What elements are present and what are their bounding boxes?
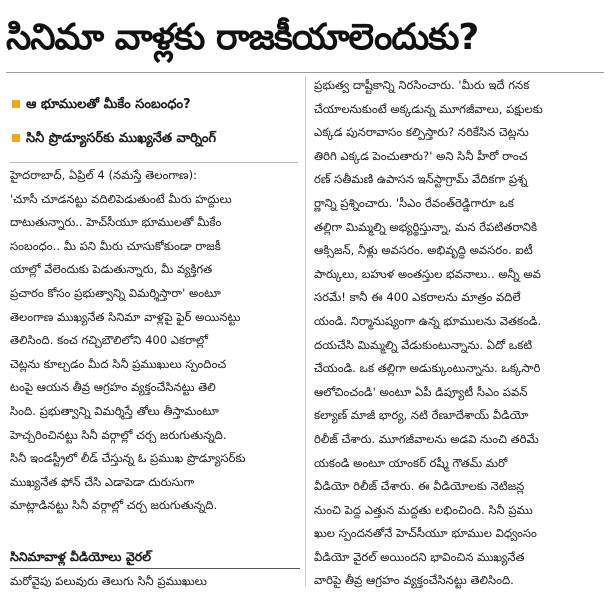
text-line: ఖుల స్పందనతోనే హెచ్‌సీయూ భూముల విధ్వంసం — [314, 526, 537, 541]
section-body: మరోవైపు పలువురు తెలుగు సినీ ప్రముఖులు — [10, 574, 207, 588]
text-line: హెచ్చరించినట్టు సినీ వర్గాల్లో చర్చ జరుగుతున్నది. — [10, 427, 227, 442]
text-line: తెలిసింది. కంచ గచ్చిబౌలిలోని 400 ఎకరాల్లో — [10, 333, 208, 348]
text-line: వీడియో వైరల్ అయిందని భావించిన ముఖ్యనేత — [314, 549, 525, 564]
text-line: ఆలోచించండి' అంటూ ఏపీ డిప్యూటీ సీఎం పవన్ — [314, 384, 528, 399]
text-line: యాల్లో వేలెందుకు పెడుతున్నారు, మీ వ్యక్తిగత — [10, 262, 213, 277]
text-line: హైదరాబాద్, ఏప్రిల్ 4 (నమస్తే తెలంగాణ): — [10, 168, 198, 182]
subhead-2-text: సినీ ప్రొడ్యూసర్‌కు ముఖ్యనేత వార్నింగ్ — [26, 131, 217, 146]
text-line: యండి. నిర్మానుష్యంగా ఉన్న భూములను వెతకండి. — [314, 313, 542, 328]
text-line: వారిపై తీవ్ర ఆగ్రహం వ్యక్తంచేసినట్టు తెలిసింది. — [314, 573, 514, 588]
headline-rule — [6, 72, 604, 73]
subhead-1 — [10, 92, 298, 118]
right-column — [314, 74, 604, 593]
subhead-2 — [10, 126, 298, 152]
text-line: దాటుతున్నారు.. హెచ్‌సీయూ భూములతో మీకేం — [10, 215, 222, 230]
text-line: ఎక్కడ పునరావాసం కల్పిస్తారు? నరికేసిన చెట్లను — [314, 125, 529, 140]
subhead-rule — [10, 162, 298, 163]
section-heading: సినిమావాళ్ల వీడియోలు వైరల్ — [10, 546, 300, 569]
text-line: వీడియో రిలీజ్ చేశారు. ఈ వీడియోలకు నెటిజన్ల — [314, 479, 525, 494]
text-line: చెట్లను కూల్చడం మీద సినీ ప్రముఖులు స్పందించ — [10, 356, 227, 371]
text-line: మాట్లాడినట్టు సినీ వర్గాల్లో చర్చ జరుగుతున్నది. — [10, 498, 218, 513]
text-line: కల్యాణ్ మాజీ భార్య, నటి రేణూదేశాయ్ వీడియో — [314, 408, 529, 423]
text-line: తెలంగాణ ముఖ్యనేత సినిమా వాళ్లపై ఫైర్ అయినట్టు — [10, 309, 241, 324]
text-line: సరమే! కానీ ఈ 400 ఎకరాలను మాత్రం వదిలే — [314, 290, 521, 305]
text-line: సంబంధం.. మీ పని మీరు చూసుకోకుండా రాజకీ — [10, 238, 221, 253]
text-line: సింది. ప్రభుత్వాన్ని విమర్శిస్తే తోలు తీస్తామంటూ — [10, 403, 219, 418]
text-line: తల్లిగా మిమ్మల్ని అభ్యర్థిస్తున్నా, మన రేపటితరానికి — [314, 219, 538, 234]
text-line: 'చూసీ చూడనట్టు వదిలిపెడుతుంటే మీరు హద్దులు — [10, 191, 232, 206]
text-line: నుంచి పెద్ద ఎత్తున మద్దతు లభించింది. సినీ ప్రము — [314, 502, 533, 517]
text-line: ఆక్సిజన్, నీళ్లు అవసరం. అభివృద్ధి అవసరం. ఐటీ — [314, 243, 533, 258]
text-line: ప్రచారం కోసం ప్రభుత్వాన్ని విమర్శిస్తారా' అంటూ — [10, 285, 221, 300]
text-line: చేయాలనుకుంటే అక్కడున్న మూగజీవాలు, పక్షులకు — [314, 101, 543, 116]
square-bullet-icon — [12, 100, 20, 108]
subheads — [10, 92, 298, 160]
text-line: తిరిగి ఎక్కడ పెంచుతారు?' అని సినీ హీరో రాంచ — [314, 148, 528, 163]
column-divider — [305, 76, 306, 586]
square-bullet-icon — [12, 134, 20, 142]
text-line: ప్రభుత్వ దాష్టీకాన్ని నిరసించారు. 'మీరు ఇదే గనక — [314, 78, 530, 92]
text-line: చేయండి. ఒక తల్లిగా అడుక్కుంటున్నాను. ఒక్కసారి — [314, 361, 541, 376]
text-line: రిలీజ్ చేశారు. మూగజీవాలను అడవి నుంచి తరిమే — [314, 431, 539, 446]
text-line: దయచేసి మిమ్మల్ని వేడుకుంటున్నాను. ఏదో ఒకటి — [314, 337, 533, 352]
text-line: ర్ణాన్ని ప్రశ్నించారు. 'సీఎం రేవంత్‌రెడ్డిగారూ ఒక — [314, 195, 514, 210]
text-line: రణ్ సతీమణి ఉపాసన ఇన్‌స్టాగ్రామ్ వేదికగా ప్రశ్న — [314, 172, 528, 187]
headline: సినిమా వాళ్లకు రాజకీయాలెందుకు? — [6, 17, 479, 58]
text-line: యకండి అంటూ యాంకర్ రష్మీ గౌతమ్ మరో — [314, 455, 508, 470]
text-line: సినీ ఇండస్ట్రీలో లీడ్ చేస్తున్న ఓ ప్రముఖ ప్రొడ్యూసర్‌కు — [10, 451, 246, 466]
subhead-1-text: ఆ భూములతో మీకేం సంబంధం? — [26, 97, 191, 112]
text-line: టంపై ఆయన తీవ్ర ఆగ్రహం వ్యక్తంచేసినట్టు తెలి — [10, 380, 216, 395]
text-line: పార్కులు, బహుళ అంతస్తుల భవనాలు.. అన్నీ అవ — [314, 266, 541, 281]
text-line: ముఖ్యనేత ఫోన్ చేసి ఎడాపెడా దురుసుగా — [10, 474, 195, 489]
left-column — [10, 164, 300, 518]
